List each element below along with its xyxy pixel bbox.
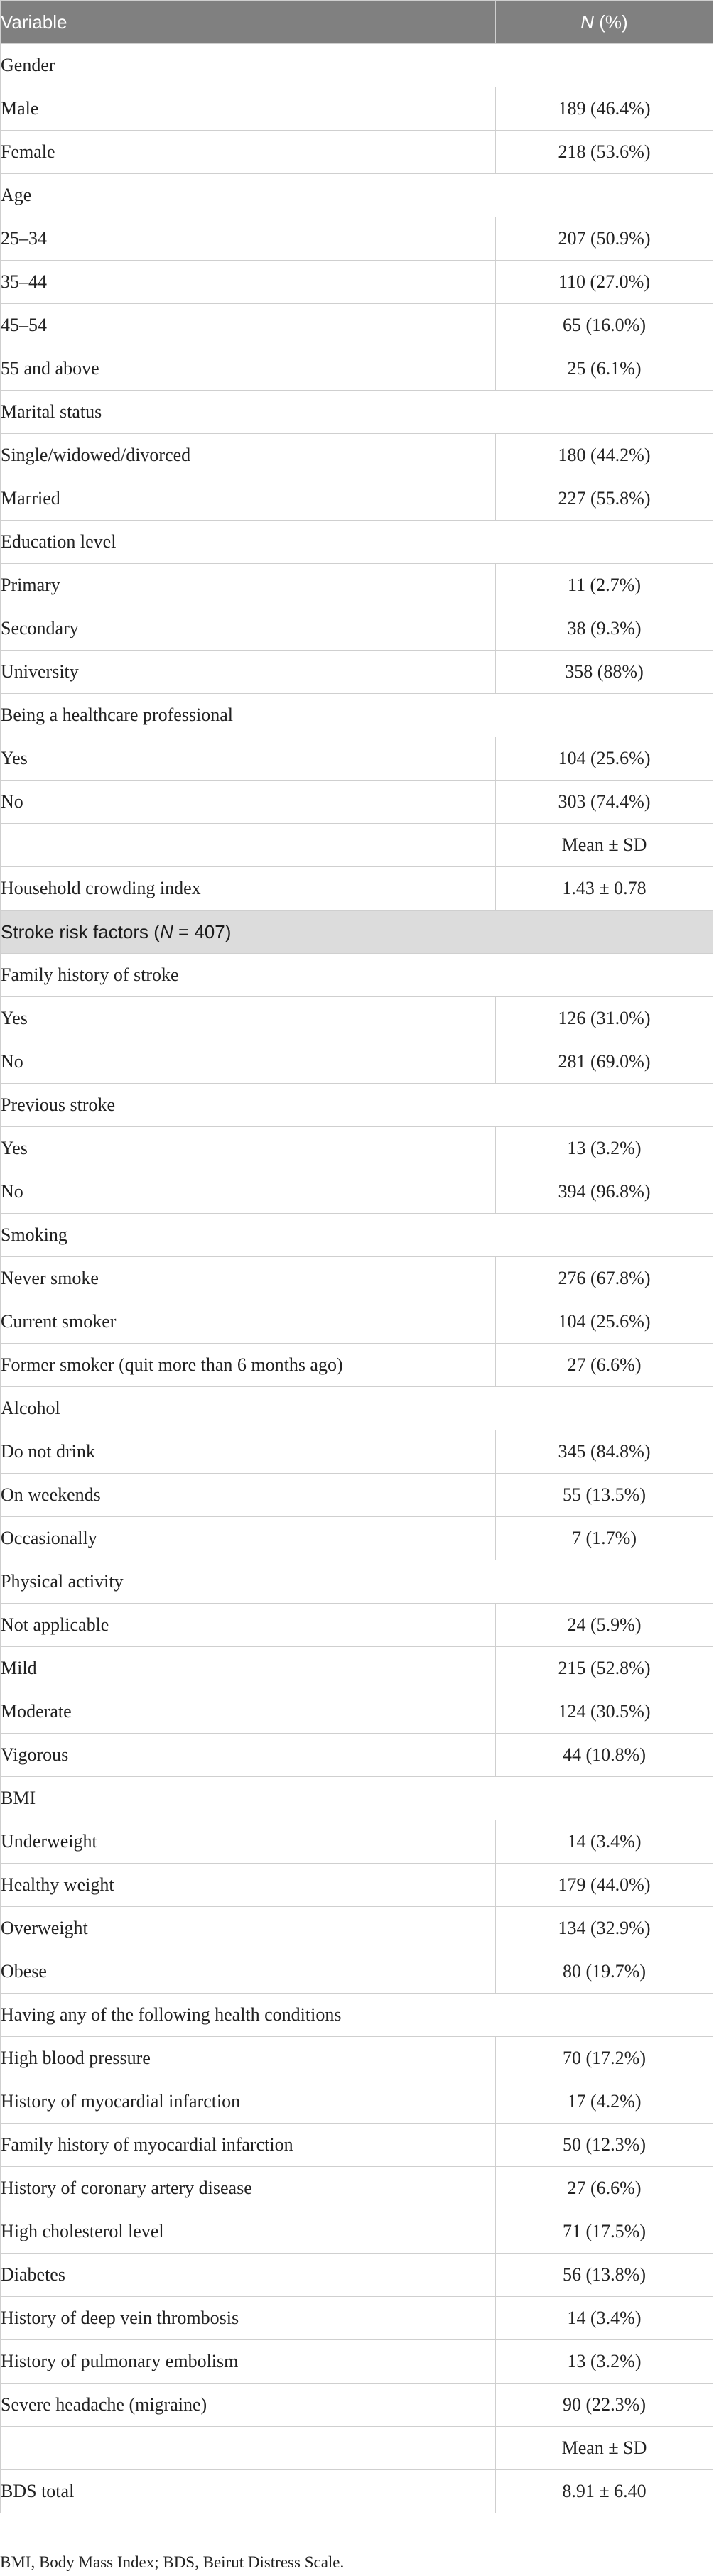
percent-suffix: (%)	[594, 11, 628, 33]
table-row	[1, 1300, 713, 1344]
category-label: Education level	[1, 521, 713, 564]
category-row	[1, 521, 713, 564]
row-label: 45–54	[1, 304, 496, 347]
table-row	[1, 261, 713, 304]
table-row	[1, 2297, 713, 2340]
row-label: 35–44	[1, 261, 496, 304]
row-value: 345 (84.8%)	[496, 1430, 713, 1474]
summary-row	[1, 2470, 713, 2513]
category-row	[1, 174, 713, 217]
table-row	[1, 1127, 713, 1170]
table-row	[1, 651, 713, 694]
row-value: 38 (9.3%)	[496, 607, 713, 651]
row-value: Mean ± SD	[496, 824, 713, 867]
table-row	[1, 2080, 713, 2124]
row-label: Moderate	[1, 1690, 496, 1734]
section-title-prefix: Stroke risk factors (	[1, 920, 160, 942]
row-value: 126 (31.0%)	[496, 997, 713, 1040]
row-value: 50 (12.3%)	[496, 2124, 713, 2167]
table-row	[1, 217, 713, 261]
table-row	[1, 1907, 713, 1950]
row-label: High cholesterol level	[1, 2210, 496, 2254]
row-label: Former smoker (quit more than 6 months ago)	[1, 1344, 496, 1387]
table-row	[1, 781, 713, 824]
mean-sd-header-row	[1, 824, 713, 867]
category-row	[1, 954, 713, 997]
category-row	[1, 1084, 713, 1127]
table-row	[1, 1647, 713, 1690]
row-value: 358 (88%)	[496, 651, 713, 694]
table-row	[1, 1517, 713, 1560]
row-value: 180 (44.2%)	[496, 434, 713, 477]
category-label: Smoking	[1, 1214, 713, 1257]
row-value: 55 (13.5%)	[496, 1474, 713, 1517]
category-row	[1, 44, 713, 87]
row-value: 14 (3.4%)	[496, 2297, 713, 2340]
row-label: BDS total	[1, 2470, 496, 2513]
table-body	[1, 44, 713, 2513]
row-label: History of coronary artery disease	[1, 2167, 496, 2210]
section-title-n: N	[159, 920, 173, 942]
row-label: History of myocardial infarction	[1, 2080, 496, 2124]
row-label: Diabetes	[1, 2254, 496, 2297]
table-row	[1, 1604, 713, 1647]
summary-row	[1, 867, 713, 911]
row-value: 215 (52.8%)	[496, 1647, 713, 1690]
row-value: 189 (46.4%)	[496, 87, 713, 131]
row-label: Male	[1, 87, 496, 131]
table-row	[1, 1690, 713, 1734]
row-label: Current smoker	[1, 1300, 496, 1344]
row-label: Secondary	[1, 607, 496, 651]
table-row	[1, 997, 713, 1040]
table-row	[1, 347, 713, 391]
category-label: BMI	[1, 1777, 713, 1820]
section-title-suffix: = 407)	[173, 920, 232, 942]
row-value: 179 (44.0%)	[496, 1864, 713, 1907]
row-label: Married	[1, 477, 496, 521]
row-label: Underweight	[1, 1820, 496, 1864]
row-value: 27 (6.6%)	[496, 1344, 713, 1387]
table-row	[1, 304, 713, 347]
table-row	[1, 1864, 713, 1907]
row-value: 8.91 ± 6.40	[496, 2470, 713, 2513]
table-row	[1, 434, 713, 477]
table-row	[1, 1734, 713, 1777]
table-row	[1, 477, 713, 521]
category-label: Having any of the following health conditions	[1, 1994, 713, 2037]
variable-column-header: Variable	[1, 1, 496, 44]
row-label: History of deep vein thrombosis	[1, 2297, 496, 2340]
row-label: High blood pressure	[1, 2037, 496, 2080]
table-row	[1, 564, 713, 607]
category-row	[1, 1214, 713, 1257]
row-label: Yes	[1, 1127, 496, 1170]
category-row	[1, 1560, 713, 1604]
row-value: 14 (3.4%)	[496, 1820, 713, 1864]
category-row	[1, 694, 713, 737]
row-value: 207 (50.9%)	[496, 217, 713, 261]
row-value: 71 (17.5%)	[496, 2210, 713, 2254]
section-title	[1, 911, 713, 954]
row-label: Single/widowed/divorced	[1, 434, 496, 477]
row-value: 44 (10.8%)	[496, 1734, 713, 1777]
row-value: 13 (3.2%)	[496, 2340, 713, 2384]
row-value: 25 (6.1%)	[496, 347, 713, 391]
category-label: Gender	[1, 44, 713, 87]
row-value: 276 (67.8%)	[496, 1257, 713, 1300]
table-row	[1, 2384, 713, 2427]
category-label: Marital status	[1, 391, 713, 434]
n-letter: N	[580, 11, 595, 33]
row-value: 90 (22.3%)	[496, 2384, 713, 2427]
row-value: 110 (27.0%)	[496, 261, 713, 304]
category-row	[1, 391, 713, 434]
row-label: 55 and above	[1, 347, 496, 391]
row-label: Household crowding index	[1, 867, 496, 911]
category-label: Alcohol	[1, 1387, 713, 1430]
table-row	[1, 2037, 713, 2080]
row-label: Healthy weight	[1, 1864, 496, 1907]
row-label: Primary	[1, 564, 496, 607]
table-row	[1, 2340, 713, 2384]
row-label: Vigorous	[1, 1734, 496, 1777]
row-label: No	[1, 1040, 496, 1084]
row-value: 394 (96.8%)	[496, 1170, 713, 1214]
table-row	[1, 1170, 713, 1214]
table-row	[1, 1950, 713, 1994]
table-row	[1, 607, 713, 651]
table-row	[1, 1820, 713, 1864]
row-value: 281 (69.0%)	[496, 1040, 713, 1084]
table-row	[1, 1430, 713, 1474]
row-label: History of pulmonary embolism	[1, 2340, 496, 2384]
row-value: 303 (74.4%)	[496, 781, 713, 824]
table-row	[1, 1040, 713, 1084]
row-value: 134 (32.9%)	[496, 1907, 713, 1950]
row-value: 7 (1.7%)	[496, 1517, 713, 1560]
row-value: 27 (6.6%)	[496, 2167, 713, 2210]
category-row	[1, 1994, 713, 2037]
row-value: 56 (13.8%)	[496, 2254, 713, 2297]
table-row	[1, 1344, 713, 1387]
category-row	[1, 1387, 713, 1430]
table-row	[1, 2167, 713, 2210]
row-value: 227 (55.8%)	[496, 477, 713, 521]
row-label: Obese	[1, 1950, 496, 1994]
table-row	[1, 131, 713, 174]
row-label: No	[1, 1170, 496, 1214]
row-label: Never smoke	[1, 1257, 496, 1300]
row-value: 11 (2.7%)	[496, 564, 713, 607]
row-label: Overweight	[1, 1907, 496, 1950]
row-label: Female	[1, 131, 496, 174]
category-label: Physical activity	[1, 1560, 713, 1604]
category-label: Being a healthcare professional	[1, 694, 713, 737]
row-value: 65 (16.0%)	[496, 304, 713, 347]
row-label: Occasionally	[1, 1517, 496, 1560]
table-row	[1, 1257, 713, 1300]
row-value: 17 (4.2%)	[496, 2080, 713, 2124]
table-footnote: BMI, Body Mass Index; BDS, Beirut Distress Scale.	[0, 2553, 345, 2571]
row-label: Mild	[1, 1647, 496, 1690]
n-percent-column-header	[496, 1, 713, 44]
row-value: 80 (19.7%)	[496, 1950, 713, 1994]
row-label: Not applicable	[1, 1604, 496, 1647]
row-label: 25–34	[1, 217, 496, 261]
section-header-row	[1, 911, 713, 954]
mean-sd-header-row	[1, 2427, 713, 2470]
table-header-row	[1, 1, 713, 44]
table-row	[1, 2210, 713, 2254]
category-row	[1, 1777, 713, 1820]
row-label: No	[1, 781, 496, 824]
category-label: Age	[1, 174, 713, 217]
row-value: 104 (25.6%)	[496, 1300, 713, 1344]
row-label	[1, 2427, 496, 2470]
row-label: Severe headache (migraine)	[1, 2384, 496, 2427]
table-row	[1, 87, 713, 131]
row-label: Yes	[1, 997, 496, 1040]
table-row	[1, 1474, 713, 1517]
row-value: 24 (5.9%)	[496, 1604, 713, 1647]
row-label: Do not drink	[1, 1430, 496, 1474]
table-row	[1, 737, 713, 781]
row-label: On weekends	[1, 1474, 496, 1517]
row-value: 124 (30.5%)	[496, 1690, 713, 1734]
row-label: University	[1, 651, 496, 694]
table-row	[1, 2254, 713, 2297]
category-label: Family history of stroke	[1, 954, 713, 997]
row-value: 218 (53.6%)	[496, 131, 713, 174]
row-label: Yes	[1, 737, 496, 781]
table-row	[1, 2124, 713, 2167]
row-value: 1.43 ± 0.78	[496, 867, 713, 911]
row-label	[1, 824, 496, 867]
category-label: Previous stroke	[1, 1084, 713, 1127]
row-label: Family history of myocardial infarction	[1, 2124, 496, 2167]
row-value: 70 (17.2%)	[496, 2037, 713, 2080]
row-value: Mean ± SD	[496, 2427, 713, 2470]
row-value: 104 (25.6%)	[496, 737, 713, 781]
row-value: 13 (3.2%)	[496, 1127, 713, 1170]
